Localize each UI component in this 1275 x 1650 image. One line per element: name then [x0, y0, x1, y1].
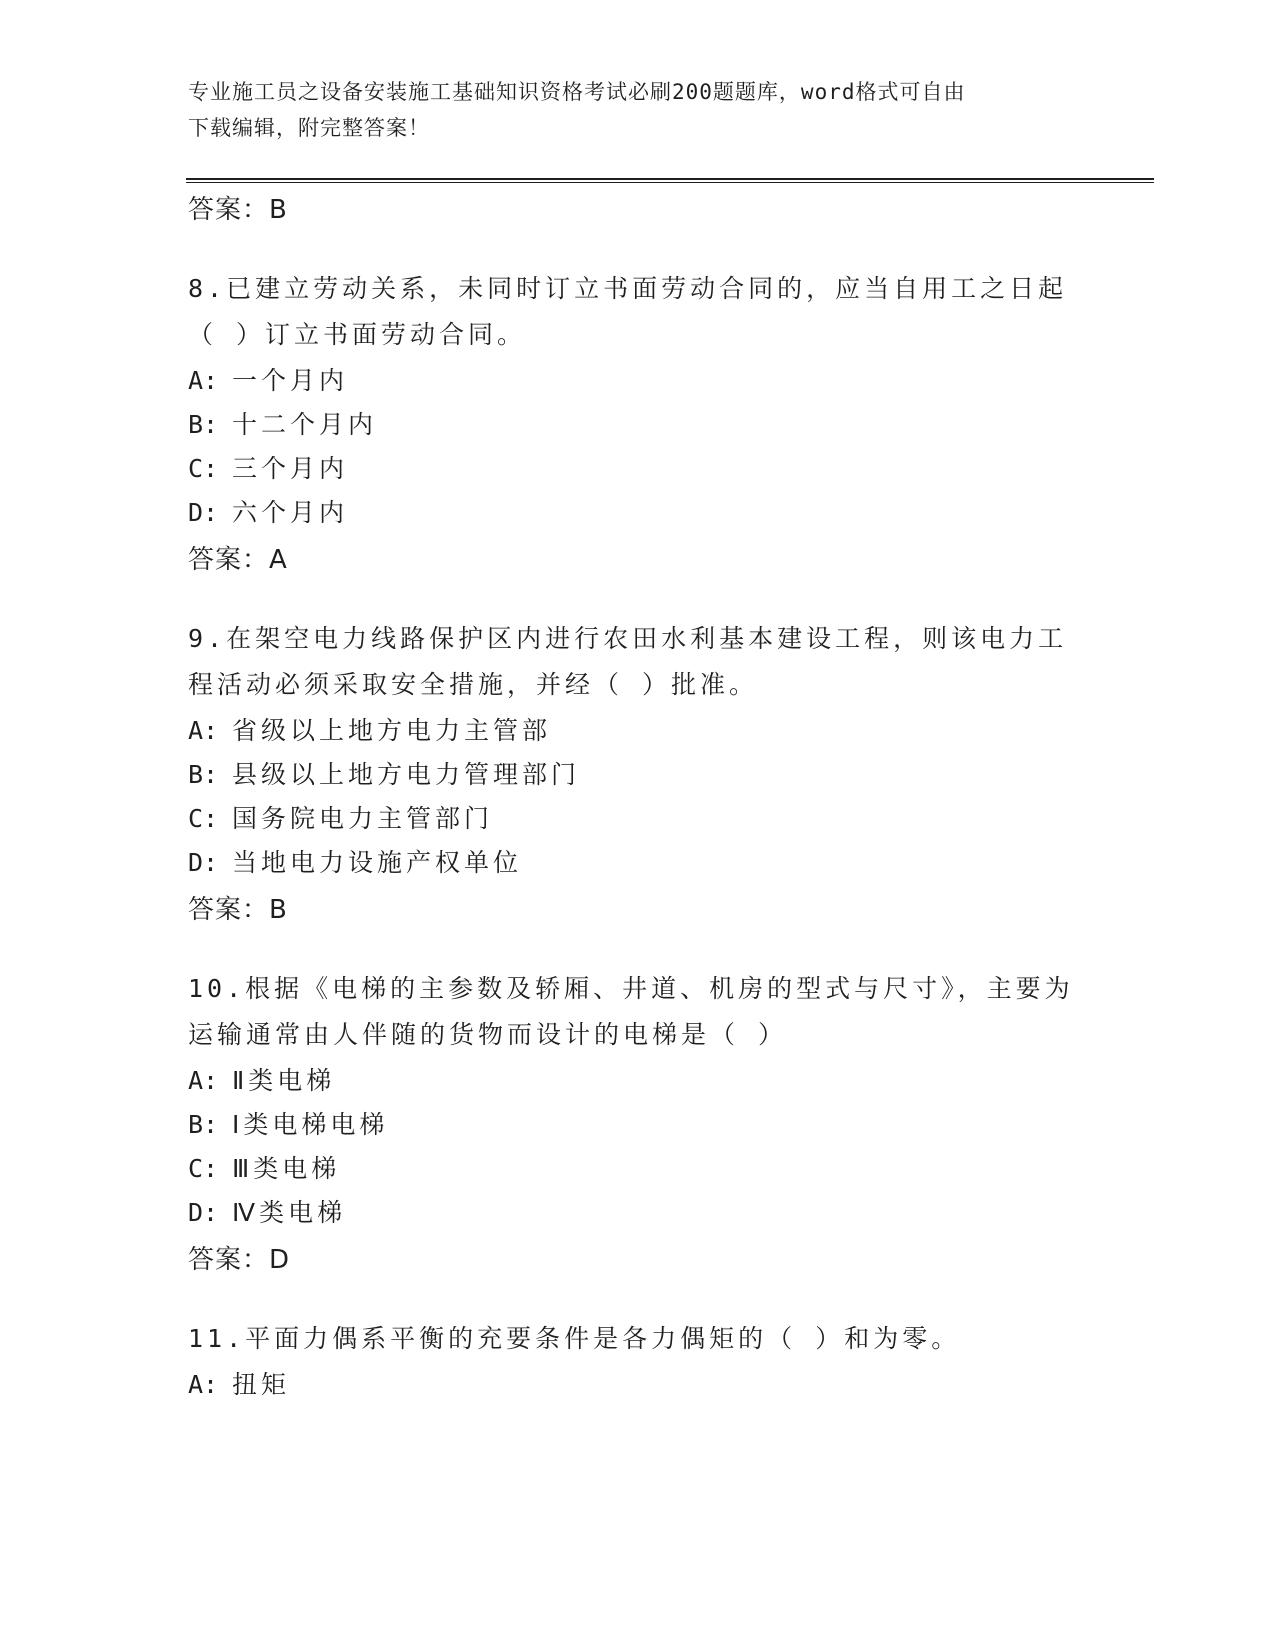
- question-text-line: 10.根据《电梯的主参数及轿厢、井道、机房的型式与尺寸》，主要为: [188, 974, 1074, 1003]
- option-a: [188, 358, 348, 404]
- header-line-1: 专业施工员之设备安装施工基础知识资格考试必刷200题题库，word格式可自由: [188, 80, 966, 104]
- option-a: [188, 708, 551, 754]
- option-key: C:: [188, 1154, 219, 1183]
- answer-line: 答案：B: [188, 895, 288, 925]
- option-d: [188, 1190, 346, 1236]
- header-divider-thick: [186, 178, 1154, 180]
- option-text: 当地电力设施产权单位: [232, 848, 523, 877]
- option-text: 国务院电力主管部门: [232, 804, 494, 833]
- option-text: 十二个月内: [232, 410, 378, 439]
- header-divider-thin: [186, 182, 1154, 183]
- option-text: 三个月内: [232, 454, 349, 483]
- option-text: 一个月内: [232, 366, 349, 395]
- option-key: A:: [188, 1066, 219, 1095]
- question-9: [188, 616, 1088, 708]
- question-text-line: 程活动必须采取安全措施，并经（ ）批准。: [188, 670, 759, 699]
- option-a: [188, 1362, 290, 1408]
- question-11: [188, 1316, 1088, 1362]
- option-text: Ⅰ类电梯电梯: [232, 1110, 389, 1139]
- option-key: B:: [188, 760, 219, 789]
- answer-line: 答案：A: [188, 545, 288, 575]
- question-text-line: 9.在架空电力线路保护区内进行农田水利基本建设工程，则该电力工: [188, 624, 1068, 653]
- option-key: C:: [188, 454, 219, 483]
- option-key: D:: [188, 498, 219, 527]
- option-text: 六个月内: [232, 498, 349, 527]
- option-key: B:: [188, 410, 219, 439]
- document-header: [188, 74, 1088, 146]
- option-key: C:: [188, 804, 219, 833]
- option-key: A:: [188, 716, 219, 745]
- question-8: [188, 266, 1088, 358]
- option-text: 省级以上地方电力主管部: [232, 716, 552, 745]
- header-line-2: 下载编辑，附完整答案！: [188, 116, 430, 140]
- option-c: [188, 446, 348, 492]
- option-key: D:: [188, 1198, 219, 1227]
- option-text: 扭矩: [232, 1370, 291, 1399]
- option-d: [188, 490, 348, 536]
- option-text: 县级以上地方电力管理部门: [232, 760, 581, 789]
- option-text: Ⅲ类电梯: [232, 1154, 341, 1183]
- answer-line: 答案：B: [188, 195, 288, 225]
- question-text-line: 11.平面力偶系平衡的充要条件是各力偶矩的（ ）和为零。: [188, 1324, 961, 1353]
- option-b: [188, 402, 377, 448]
- option-a: [188, 1058, 335, 1104]
- option-key: A:: [188, 366, 219, 395]
- option-key: A:: [188, 1370, 219, 1399]
- question-text-line: 8.已建立劳动关系，未同时订立书面劳动合同的，应当自用工之日起: [188, 274, 1068, 303]
- option-c: [188, 796, 493, 842]
- question-text-line: 运输通常由人伴随的货物而设计的电梯是（ ）: [188, 1020, 788, 1049]
- option-key: D:: [188, 848, 219, 877]
- option-d: [188, 840, 522, 886]
- option-c: [188, 1146, 340, 1192]
- option-text: Ⅱ类电梯: [232, 1066, 336, 1095]
- option-b: [188, 752, 580, 798]
- option-b: [188, 1102, 388, 1148]
- answer-line: 答案：D: [188, 1245, 291, 1275]
- question-10: [188, 966, 1088, 1058]
- question-text-line: （ ）订立书面劳动合同。: [188, 320, 527, 349]
- option-key: B:: [188, 1110, 219, 1139]
- option-text: Ⅳ类电梯: [232, 1198, 347, 1227]
